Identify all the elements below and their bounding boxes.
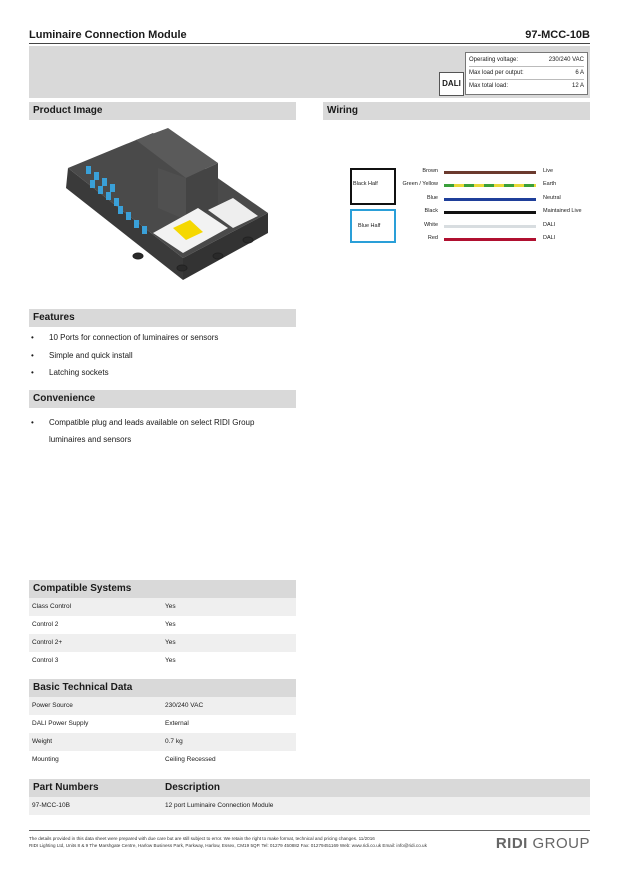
section-product-image: Product Image [29, 102, 296, 120]
spec-value: 12 A [571, 83, 584, 89]
table-row [29, 733, 296, 751]
row-name: Power Source [32, 702, 73, 709]
wire-black [444, 211, 536, 214]
bullet: • [31, 418, 34, 427]
wire-green-yellow [444, 184, 536, 187]
table-row [29, 598, 296, 616]
row-name: Control 2+ [32, 639, 63, 646]
logo-light: GROUP [532, 835, 590, 852]
footer-address: RIDI Lighting Ltd, Units 8 & 9 The Marshgate Centre, Harlow Business Park, Parkway, Harlow, Essex, CM19 5QP. Tel: 01279 450882 Fax: 01279451169 Web: www.ridi.co.uk Email: info@ridi.co.uk [29, 843, 427, 848]
wire-label-red: Red [427, 235, 438, 241]
footer-disclaimer: The details provided in this data sheet were prepared with due care but are still subject to error. We retain the right to make format, technical and pricing changes. 11/2016 [29, 836, 375, 841]
feature-text: 10 Ports for connection of luminaires or sensors [49, 333, 219, 342]
blue-half-label: Blue Half [358, 223, 381, 229]
row-name: Class Control [32, 603, 72, 610]
feature-text: Latching sockets [49, 368, 109, 377]
row-value: 230/240 VAC [165, 702, 204, 709]
row-name: DALI Power Supply [32, 720, 89, 727]
wire-label-black: Black [424, 208, 438, 214]
ridi-group-logo [496, 835, 590, 852]
wire-out-dali-2: DALI [543, 235, 556, 241]
section-convenience: Convenience [29, 390, 296, 408]
row-name: Control 2 [32, 621, 59, 628]
wire-brown [444, 171, 536, 174]
section-technical-data: Basic Technical Data [29, 679, 296, 697]
wire-label-green-yellow: Green / Yellow [402, 181, 438, 187]
convenience-text: Compatible plug and leads available on select RIDI Group luminaires and sensors [49, 418, 255, 444]
part-numbers-heading: Part Numbers [33, 782, 99, 793]
footer-rule [29, 830, 590, 831]
row-value: Yes [165, 621, 176, 628]
table-row [29, 715, 296, 733]
part-number-row [29, 797, 590, 815]
page-title: Luminaire Connection Module [29, 29, 187, 41]
spec-value: 230/240 VAC [548, 57, 584, 63]
bullet: • [31, 368, 34, 377]
spec-label: Max total load: [469, 83, 509, 89]
wire-out-neutral: Neutral [543, 195, 561, 201]
table-row [29, 616, 296, 634]
wire-out-earth: Earth [543, 181, 557, 187]
spec-row-total-load [469, 80, 584, 92]
logo-bold: RIDI [495, 835, 528, 852]
table-row [29, 751, 296, 769]
row-value: Ceiling Recessed [165, 756, 216, 763]
row-name: Weight [32, 738, 53, 745]
wire-label-blue: Blue [426, 195, 438, 201]
wire-out-live: Live [543, 168, 554, 174]
row-name: Control 3 [32, 657, 59, 664]
table-row [29, 634, 296, 652]
wire-label-white: White [423, 222, 438, 228]
wire-blue [444, 198, 536, 201]
row-value: Yes [165, 639, 176, 646]
dali-badge: DALI [439, 72, 464, 96]
section-wiring: Wiring [323, 102, 590, 120]
section-compatible-systems: Compatible Systems [29, 580, 296, 598]
header-rule [29, 43, 590, 44]
product-image [58, 128, 273, 288]
row-value: 0.7 kg [165, 738, 183, 745]
wire-white [444, 225, 536, 228]
part-description: 12 port Luminaire Connection Module [165, 802, 274, 809]
description-heading: Description [165, 782, 221, 793]
spec-row-voltage [469, 54, 584, 67]
wire-out-maintained-live: Maintained Live [543, 208, 582, 214]
bullet: • [31, 333, 34, 342]
spec-box [465, 52, 588, 95]
spec-label: Max load per output: [469, 70, 524, 76]
wire-red [444, 238, 536, 241]
spec-row-load-output [469, 67, 584, 80]
section-features: Features [29, 309, 296, 327]
row-value: External [165, 720, 189, 727]
product-code: 97-MCC-10B [525, 29, 590, 41]
spec-value: 6 A [575, 70, 584, 76]
wire-label-brown: Brown [422, 168, 438, 174]
row-value: Yes [165, 657, 176, 664]
wiring-diagram [350, 165, 590, 245]
feature-text: Simple and quick install [49, 351, 133, 360]
table-row [29, 652, 296, 670]
row-name: Mounting [32, 756, 59, 763]
part-numbers-header [29, 779, 590, 797]
row-value: Yes [165, 603, 176, 610]
black-half-label: Black Half [353, 181, 378, 187]
wire-out-dali-1: DALI [543, 222, 556, 228]
table-row [29, 697, 296, 715]
bullet: • [31, 351, 34, 360]
part-number: 97-MCC-10B [32, 802, 70, 809]
spec-label: Operating voltage: [469, 57, 519, 63]
